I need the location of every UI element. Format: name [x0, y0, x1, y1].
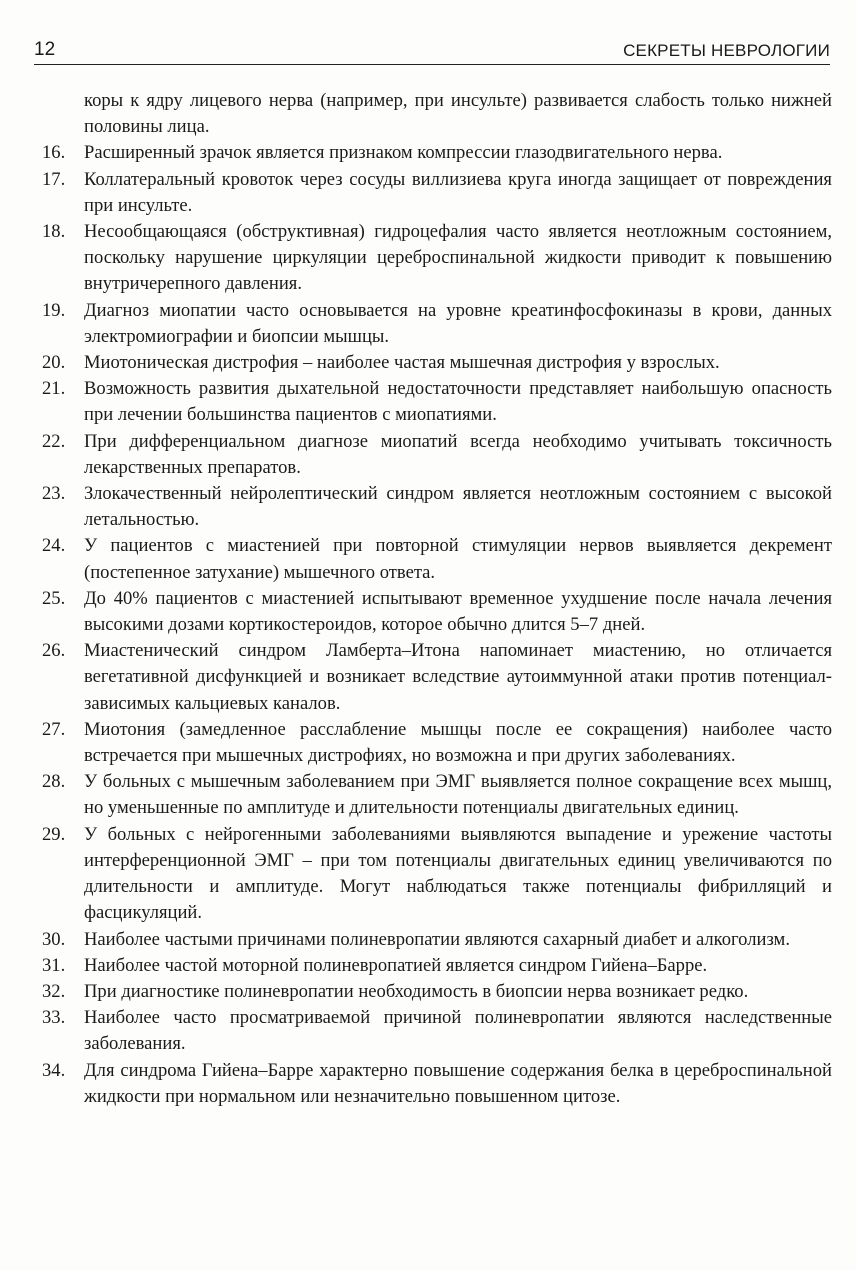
list-item [42, 533, 832, 585]
item-number: 29. [42, 823, 66, 845]
continued-paragraph: коры к ядру лицевого нерва (например, при инсульте) развивается слабость только нижней половины лица. [84, 90, 832, 138]
page-number: 12 [34, 39, 56, 60]
list-item [42, 586, 832, 638]
item-text: Наиболее частыми причинами полиневропатии являются сахарный диабет и алкоголизм. [84, 928, 790, 950]
item-text: Миотония (замедленное расслабление мышцы после ее сокращения) наиболее часто встречается при мышечных дистрофиях, но возможна и при других заболеваниях. [84, 718, 832, 767]
page-body [42, 88, 832, 1110]
list-item [42, 167, 832, 219]
item-text: При дифференциальном диагнозе миопатий всегда необходимо учитывать токсичность лекарственных препаратов. [84, 430, 832, 478]
item-text: Наиболее частой моторной полиневропатией является синдром Гийена–Барре. [84, 954, 708, 976]
numbered-list [42, 140, 832, 1110]
list-item [42, 1058, 832, 1110]
list-item [42, 1005, 832, 1057]
item-text: Для синдрома Гийена–Барре характерно повышение содержания белка в цереброспинальной жидкости при нормальном или незначительно повышенном цитозе. [84, 1059, 832, 1107]
item-number: 31. [42, 954, 66, 976]
item-number: 18. [42, 221, 66, 243]
item-number: 19. [42, 299, 66, 321]
item-text: Несообщающаяся (обструктивная) гидроцефалия часто является неотложным состоянием, поскольку нарушение циркуляции цереброспинальной жидкости приводит к повышению внутричерепного давления. [84, 221, 832, 295]
item-number: 30. [42, 928, 66, 950]
item-number: 23. [42, 483, 66, 505]
list-item [42, 429, 832, 481]
list-item [42, 350, 832, 376]
list-item [42, 822, 832, 927]
item-text: Миастенический синдром Ламберта–Итона напоминает миастению, но отличается вегетативной дисфункцией и возникает вследствие аутоиммунной атаки против потенциал-зависимых кальциевых каналов. [84, 640, 832, 714]
item-number: 20. [42, 352, 66, 374]
list-item [42, 953, 832, 979]
list-item [42, 638, 832, 717]
item-text: Диагноз миопатии часто основывается на уровне креатинфосфокиназы в крови, данных электромиографии и биопсии мышцы. [84, 299, 832, 347]
item-text: У больных с мышечным заболеванием при ЭМГ выявляется полное сокращение всех мышц, но уменьшенные по амплитуде и длительности потенциалы двигательных единиц. [84, 771, 832, 819]
item-text: Коллатеральный кровоток через сосуды виллизиева круга иногда защищает от повреждения при инсульте. [84, 168, 832, 216]
item-text: У больных с нейрогенными заболеваниями выявляются выпадение и урежение частоты интерференционной ЭМГ – при том потенциалы двигательных единиц увеличиваются по длительности и амплитуде. Могут наблюдаться также потенциалы фибрилляций и фасцикуляций. [84, 823, 832, 924]
item-number: 28. [42, 771, 66, 793]
item-text: Расширенный зрачок является признаком компрессии глазодвигательного нерва. [84, 142, 723, 164]
item-text: Злокачественный нейролептический синдром является неотложным состоянием с высокой летальностью. [84, 483, 832, 531]
running-title: СЕКРЕТЫ НЕВРОЛОГИИ [623, 41, 830, 60]
item-number: 26. [42, 640, 66, 662]
list-item [42, 219, 832, 298]
item-number: 25. [42, 587, 66, 609]
item-number: 34. [42, 1059, 66, 1081]
page-header [34, 36, 830, 65]
item-text: При диагностике полиневропатии необходимость в биопсии нерва возникает редко. [84, 980, 749, 1002]
item-number: 17. [42, 168, 66, 190]
item-number: 21. [42, 378, 66, 400]
item-text: Наиболее часто просматриваемой причиной полиневропатии являются наследственные заболевания. [84, 1007, 832, 1055]
item-text: Миотоническая дистрофия – наиболее частая мышечная дистрофия у взрослых. [84, 352, 720, 374]
item-number: 33. [42, 1007, 66, 1029]
item-number: 27. [42, 718, 66, 740]
item-number: 22. [42, 430, 66, 452]
item-number: 32. [42, 980, 66, 1002]
list-item [42, 140, 832, 166]
list-item [42, 376, 832, 428]
list-item [42, 979, 832, 1005]
list-item [42, 481, 832, 533]
item-text: До 40% пациентов с миастенией испытывают временное ухудшение после начала лечения высокими дозами кортикостероидов, которое обычно длится 5–7 дней. [84, 587, 832, 636]
item-number: 24. [42, 535, 66, 557]
list-item [42, 298, 832, 350]
item-text: У пациентов с миастенией при повторной стимуляции нервов выявляется декремент (постепенное затухание) мышечного ответа. [84, 535, 832, 583]
item-number: 16. [42, 142, 66, 164]
list-item [42, 927, 832, 953]
list-item [42, 769, 832, 821]
item-text: Возможность развития дыхательной недостаточности представляет наибольшую опасность при лечении большинства пациентов с миопатиями. [84, 378, 832, 426]
list-item [42, 717, 832, 769]
